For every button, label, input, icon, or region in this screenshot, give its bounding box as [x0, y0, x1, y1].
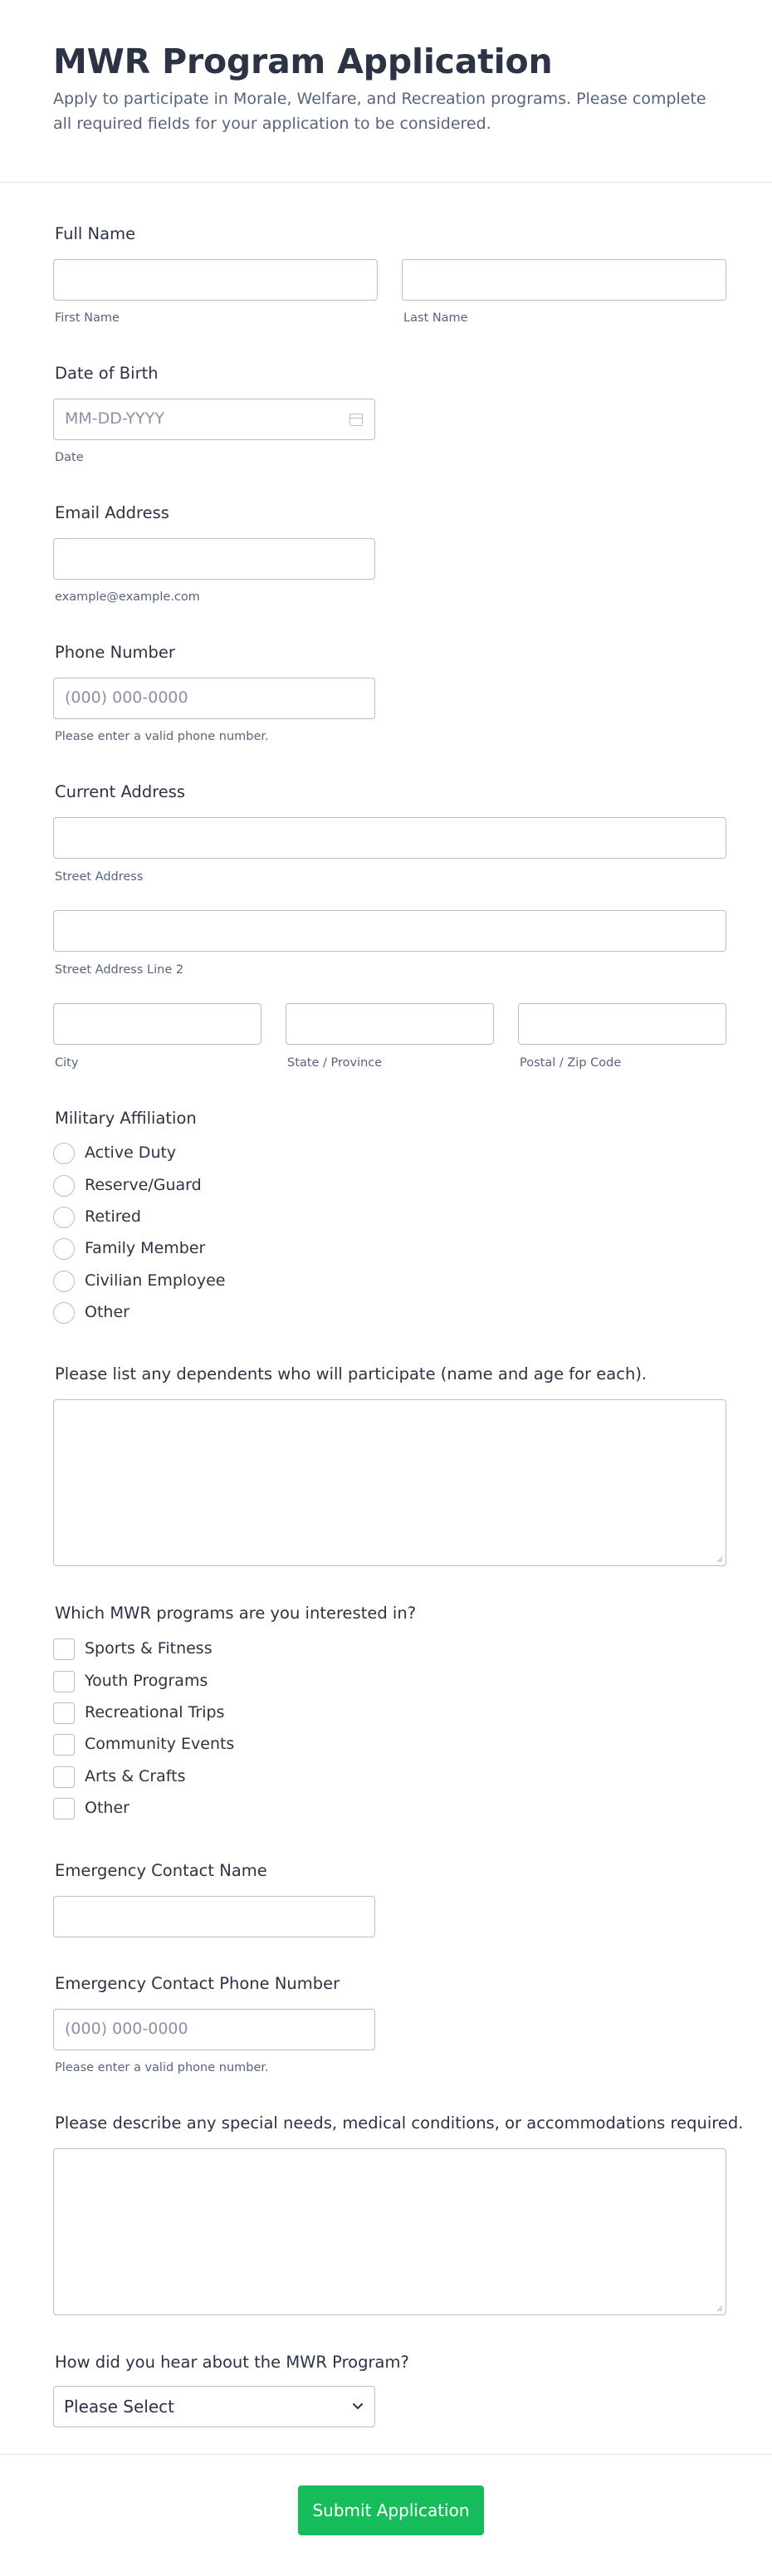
affiliation-label: Military Affiliation: [55, 1109, 197, 1128]
email-sublabel: example@example.com: [55, 590, 200, 604]
emergency-phone-label: Emergency Contact Phone Number: [55, 1974, 340, 1993]
page-title: MWR Program Application: [53, 42, 553, 81]
zip-input[interactable]: [518, 1003, 726, 1045]
dob-input[interactable]: [53, 399, 375, 440]
radio-button[interactable]: [53, 1207, 75, 1228]
street-address-sublabel: Street Address: [55, 870, 144, 884]
phone-input[interactable]: [53, 678, 375, 719]
checkbox[interactable]: [53, 1766, 75, 1788]
dob-label: Date of Birth: [55, 364, 159, 383]
checkbox[interactable]: [53, 1702, 75, 1724]
dob-sublabel: Date: [55, 451, 84, 464]
referral-selected-value: Please Select: [64, 2397, 174, 2417]
first-name-input[interactable]: [53, 259, 378, 301]
programs-label: Which MWR programs are you interested in?: [55, 1604, 417, 1623]
emergency-name-label: Emergency Contact Name: [55, 1861, 267, 1880]
calendar-icon[interactable]: [349, 414, 363, 426]
first-name-sublabel: First Name: [55, 311, 120, 325]
phone-sublabel: Please enter a valid phone number.: [55, 730, 269, 743]
checkbox[interactable]: [53, 1734, 75, 1756]
checkbox[interactable]: [53, 1638, 75, 1660]
dependents-label: Please list any dependents who will participate (name and age for each).: [55, 1364, 647, 1383]
state-input[interactable]: [286, 1003, 494, 1045]
radio-button[interactable]: [53, 1143, 75, 1164]
radio-button[interactable]: [53, 1238, 75, 1260]
submit-button[interactable]: Submit Application: [298, 2485, 484, 2535]
state-sublabel: State / Province: [287, 1056, 383, 1070]
radio-button[interactable]: [53, 1175, 75, 1197]
street-address-line2-input[interactable]: [53, 910, 726, 952]
checkbox[interactable]: [53, 1798, 75, 1819]
full-name-label: Full Name: [55, 224, 136, 243]
emergency-phone-sublabel: Please enter a valid phone number.: [55, 2061, 269, 2074]
emergency-phone-placeholder: (000) 000-0000: [65, 2020, 188, 2038]
chevron-down-icon: [351, 2399, 364, 2412]
page-description: Apply to participate in Morale, Welfare, and Recreation programs. Please complete all required fields for your application to be considered.: [53, 90, 706, 133]
referral-label: How did you hear about the MWR Program?: [55, 2353, 409, 2372]
radio-button[interactable]: [53, 1302, 75, 1324]
footer-divider: [0, 2454, 772, 2455]
resize-grip-icon[interactable]: [716, 1555, 723, 1563]
city-sublabel: City: [55, 1056, 79, 1070]
form-header: [0, 0, 772, 183]
city-input[interactable]: [53, 1003, 261, 1045]
phone-label: Phone Number: [55, 643, 175, 662]
last-name-input[interactable]: [402, 259, 726, 301]
resize-grip-icon[interactable]: [716, 2304, 723, 2312]
checkbox[interactable]: [53, 1671, 75, 1692]
phone-placeholder: (000) 000-0000: [65, 688, 188, 707]
last-name-sublabel: Last Name: [403, 311, 468, 325]
zip-sublabel: Postal / Zip Code: [520, 1056, 622, 1070]
referral-select[interactable]: [53, 2386, 375, 2427]
street-address-line2-sublabel: Street Address Line 2: [55, 963, 184, 977]
email-input[interactable]: [53, 538, 375, 580]
special-needs-label: Please describe any special needs, medical conditions, or accommodations required.: [55, 2113, 744, 2133]
special-needs-textarea[interactable]: [53, 2148, 726, 2315]
address-label: Current Address: [55, 782, 186, 801]
email-label: Email Address: [55, 503, 169, 522]
street-address-input[interactable]: [53, 817, 726, 859]
emergency-phone-input[interactable]: [53, 2009, 375, 2050]
radio-button[interactable]: [53, 1271, 75, 1292]
emergency-name-input[interactable]: [53, 1896, 375, 1937]
dob-placeholder: MM-DD-YYYY: [65, 409, 164, 428]
dependents-textarea[interactable]: [53, 1399, 726, 1566]
